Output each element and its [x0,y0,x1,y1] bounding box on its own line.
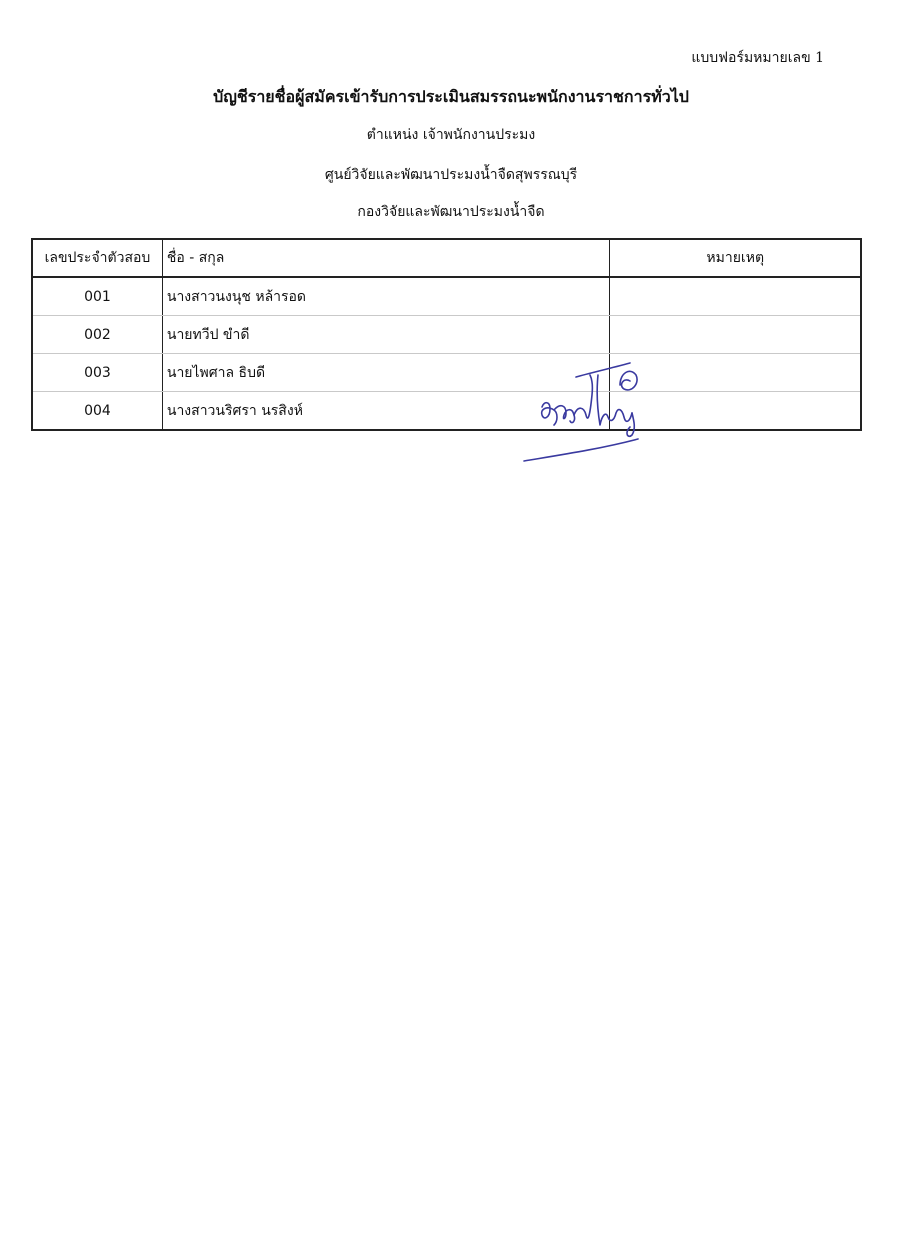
candidate-table [31,238,862,431]
signature-stroke [597,375,632,425]
row-exam-id: 002 [32,316,162,354]
row-full-name: นางสาวนงนุช หล้ารอด [162,277,610,316]
header-remark: หมายเหตุ [610,239,861,277]
row-full-name: นางสาวนริศรา นรสิงห์ [162,392,610,431]
form-number: แบบฟอร์มหมายเลข 1 [691,50,824,66]
signature-stroke [574,375,592,418]
header-exam-id: เลขประจำตัวสอบ [32,239,162,277]
table-row [32,392,861,431]
signature-image [520,355,650,465]
signature-stroke [524,439,638,461]
row-exam-id: 003 [32,354,162,392]
table-row [32,354,861,392]
signature-stroke [576,363,630,377]
signature-stroke [542,403,557,425]
signature-stroke [620,371,637,390]
document-title: บัญชีรายชื่อผู้สมัครเข้ารับการประเมินสมรรถนะพนักงานราชการทั่วไป [213,87,689,106]
row-remark [610,316,861,354]
row-full-name: นายไพศาล ธิบดี [162,354,610,392]
division-line: กองวิจัยและพัฒนาประมงน้ำจืด [357,204,545,220]
row-exam-id: 004 [32,392,162,431]
header-full-name: ชื่อ - สกุล [162,239,610,277]
row-full-name: นายทวีป ขำดี [162,316,610,354]
row-remark [610,277,861,316]
table-row [32,277,861,316]
center-line: ศูนย์วิจัยและพัฒนาประมงน้ำจืดสุพรรณบุรี [324,167,578,183]
table-row [32,316,861,354]
position-line: ตำแหน่ง เจ้าพนักงานประมง [366,127,536,143]
row-exam-id: 001 [32,277,162,316]
table-header-row [32,239,861,277]
